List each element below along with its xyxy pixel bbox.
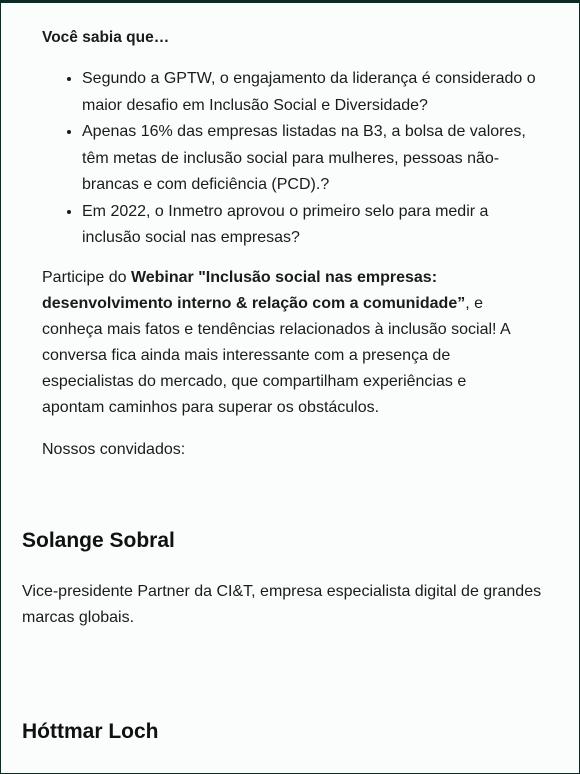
speaker-name: Solange Sobral: [22, 529, 175, 552]
facts-list: [42, 66, 542, 252]
cta-suffix: , e conheça mais fatos e tendências relacionados à inclusão social! A conversa fica ainda mais interessante com a presença de especialistas do mercado, que compartilham experiências e apontam caminhos para superar os obstáculos.: [42, 295, 510, 416]
webinar-title: Webinar "Inclusão social nas empresas: desenvolvimento interno & relação com a comunidade”: [42, 269, 466, 312]
guests-label: Nossos convidados:: [42, 441, 186, 458]
fact-item: • Segundo a GPTW, o engajamento da liderança é considerado o maior desafio em Inclusão Social e Diversidade?: [82, 66, 542, 119]
speaker-name: Hóttmar Loch: [22, 720, 159, 743]
intro-heading: Você sabia que…: [42, 29, 170, 46]
cta-prefix: Participe do: [42, 269, 131, 286]
webinar-paragraph: [42, 265, 532, 421]
speaker-bio: Vice-presidente Partner da CI&T, empresa especialista digital de grandes marcas globais.: [22, 583, 542, 626]
fact-item: • Apenas 16% das empresas listadas na B3, a bolsa de valores, têm metas de inclusão social para mulheres, pessoas não-brancas e com deficiência (PCD).?: [82, 119, 542, 199]
fact-item: • Em 2022, o Inmetro aprovou o primeiro selo para medir a inclusão social nas empresas?: [82, 199, 542, 252]
